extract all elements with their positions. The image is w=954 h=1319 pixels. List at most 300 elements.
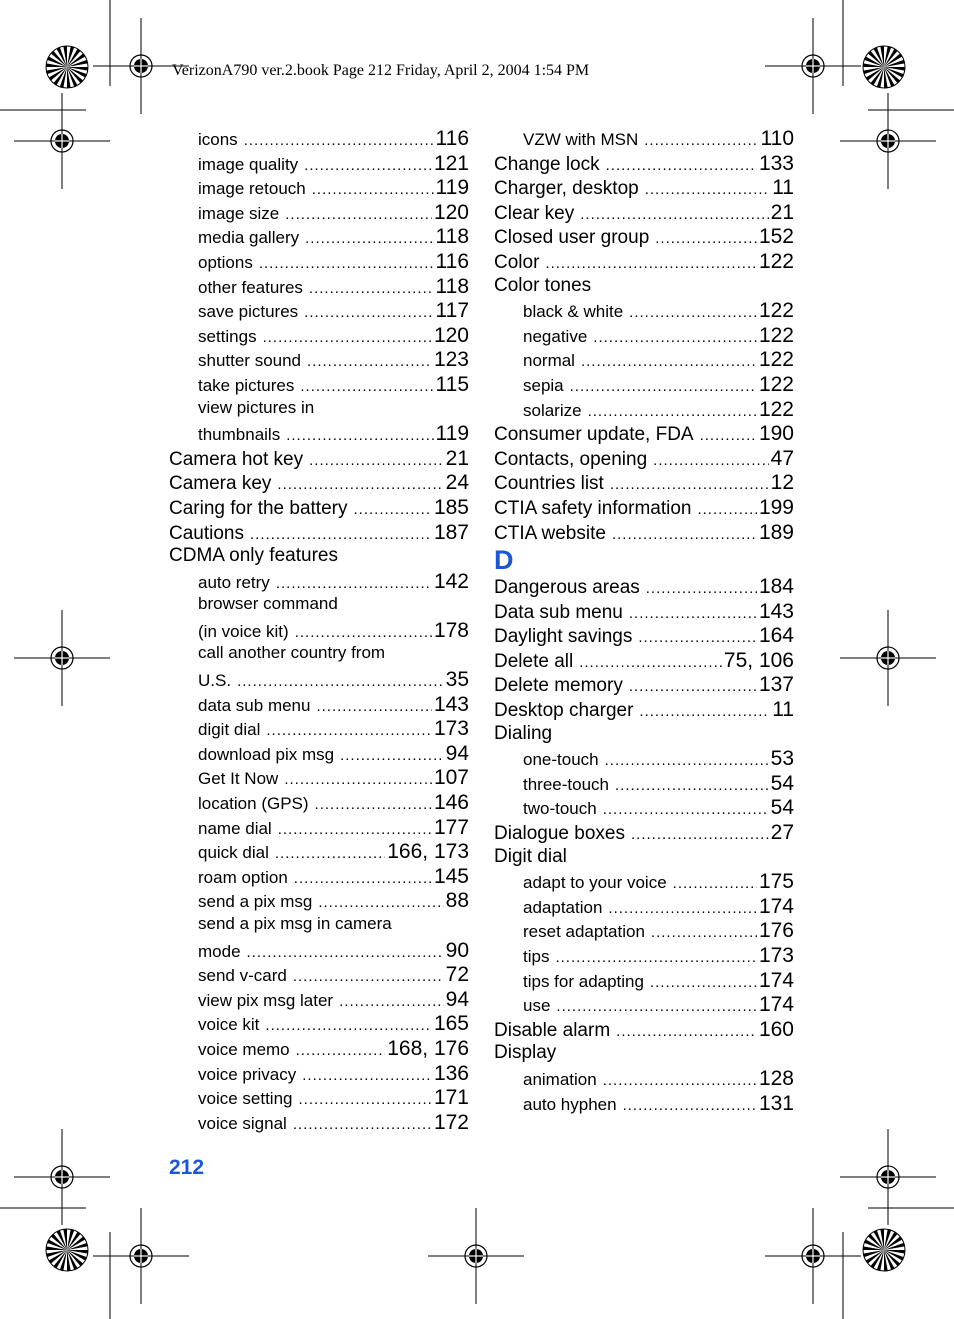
dot-leader [556,998,757,1015]
index-entry-label: U.S. [198,671,232,691]
index-entry-label: data sub menu [198,695,311,715]
index-entry [494,521,794,546]
index-entry-page: 131 [758,1091,794,1115]
index-entry [169,742,469,767]
dot-leader [570,378,757,395]
index-entry-page: 152 [758,225,794,249]
index-entry-page: 122 [758,397,794,421]
index-entry [494,772,794,797]
index-entry [169,889,469,914]
dot-leader [309,280,434,297]
index-entry [494,127,794,152]
index-entry [169,471,469,496]
dot-leader [353,501,431,518]
index-entry-label: digit dial [198,720,261,740]
index-entry-page: 53 [770,747,794,771]
dot-leader [651,924,757,941]
index-entry-page: 47 [770,446,794,470]
dot-leader [612,526,757,543]
index-entry-label: voice signal [198,1113,287,1133]
index-entry [169,570,469,595]
index-entry [169,914,469,939]
index-entry-label: view pictures in [198,397,315,417]
dot-leader [307,353,432,370]
index-entry-page: 165 [433,1012,469,1036]
index-entry-page: 120 [433,200,469,224]
index-entry-label: Contacts, opening [494,448,648,470]
index-entry-label: Charger, desktop [494,178,639,200]
index-entry-label: browser command [198,594,338,614]
dot-leader [304,304,433,321]
registration-mark-icon [840,1129,936,1225]
index-entry-page: 122 [758,372,794,396]
index-entry-page: 122 [758,323,794,347]
index-entry [494,919,794,944]
index-entry-page: 119 [435,176,469,200]
index-entry-label: image retouch [198,179,306,199]
index-entry-label: Disable alarm [494,1019,611,1041]
dot-leader [615,777,769,794]
dot-leader [555,949,756,966]
index-entry-label: (in voice kit) [198,621,289,641]
dot-leader [237,673,444,690]
index-entry [169,152,469,177]
dot-leader [616,1023,757,1040]
index-entry-label: CTIA safety information [494,497,692,519]
dot-leader [645,181,770,198]
index-entry-page: 75, 106 [723,648,794,672]
index-entry-page: 11 [772,176,794,200]
dot-leader [296,1042,386,1059]
dot-leader [293,968,444,985]
index-entry-page: 121 [433,151,469,175]
index-entry [494,821,794,846]
index-entry-label: CTIA website [494,522,606,544]
index-entry-label: other features [198,277,303,297]
dot-leader [315,796,432,813]
index-entry-page: 178 [433,618,469,642]
index-entry-label: Consumer update, FDA [494,424,694,446]
index-entry [494,471,794,496]
index-entry-label: Camera key [169,473,272,495]
dot-leader [284,771,432,788]
index-entry-label: adapt to your voice [523,873,667,893]
index-entry-page: 173 [433,717,469,741]
index-entry [494,698,794,723]
index-entry [169,816,469,841]
index-entry [169,398,469,423]
dot-leader [605,752,769,769]
index-entry [494,723,794,748]
page-number: 212 [169,1156,205,1179]
index-entry-page: 122 [758,299,794,323]
dot-leader [286,427,433,444]
dot-leader [610,476,769,493]
dot-leader [294,870,432,887]
index-entry [169,1086,469,1111]
index-entry [494,673,794,698]
dot-leader [655,230,757,247]
dot-leader [250,526,432,543]
index-entry-page: 94 [445,741,469,765]
index-entry-label: Closed user group [494,227,650,249]
dot-leader [639,703,770,720]
index-entry [169,324,469,349]
dot-leader [579,654,722,671]
index-entry-label: normal [523,351,575,371]
index-entry-label: Cautions [169,522,244,544]
dot-leader [629,605,757,622]
registration-mark-icon [93,1208,189,1304]
dot-leader [263,329,432,346]
index-entry [169,619,469,644]
index-entry [494,870,794,895]
index-entry [494,1018,794,1043]
star-target-icon [46,1229,88,1271]
dot-leader [603,1072,757,1089]
index-entry [494,600,794,625]
index-entry [169,717,469,742]
index-entry-page: 146 [433,791,469,815]
index-entry-page: 90 [445,938,469,962]
index-entry-page: 118 [435,225,469,249]
index-entry-label: take pictures [198,375,295,395]
index-entry [169,201,469,226]
dot-leader [265,1017,432,1034]
dot-leader [309,452,444,469]
index-entry-page: 189 [758,520,794,544]
index-entry [494,1042,794,1067]
index-entry-label: call another country from [198,643,386,663]
index-entry [169,275,469,300]
index-entry [494,299,794,324]
index-entry-page: 199 [758,495,794,519]
index-entry-page: 172 [433,1110,469,1134]
index-entry-label: Get It Now [198,769,279,789]
index-entry-label: Clear key [494,202,575,224]
index-entry-label: save pictures [198,302,299,322]
index-entry-page: 21 [445,446,469,470]
dot-leader [588,403,757,420]
index-entry [494,993,794,1018]
dot-leader [581,353,757,370]
index-entry-label: Countries list [494,473,604,495]
dot-leader [629,678,757,695]
index-entry [169,643,469,668]
dot-leader [629,304,757,321]
index-entry-label: Color [494,251,540,273]
index-column-left [169,127,469,1135]
index-entry-label: Delete all [494,650,574,672]
index-entry-label: mode [198,941,241,961]
index-entry-page: 143 [433,692,469,716]
index-entry-page: 12 [770,471,794,495]
index-entry [169,422,469,447]
index-entry-label: Dialing [494,722,553,744]
index-entry-page: 166, 173 [387,840,469,864]
dot-leader [580,206,768,223]
dot-leader [644,132,758,149]
index-entry-page: 160 [758,1017,794,1041]
index-entry-label: two-touch [523,799,597,819]
index-entry-page: 24 [445,471,469,495]
index-entry-page: 107 [433,766,469,790]
index-entry-label: quick dial [198,843,269,863]
dot-leader [673,875,757,892]
index-entry [494,846,794,871]
dot-leader [697,501,756,518]
index-entry [494,1092,794,1117]
index-entry [494,895,794,920]
index-entry [169,693,469,718]
dot-leader [275,845,385,862]
index-entry [169,447,469,472]
dot-leader [653,452,768,469]
index-entry-label: name dial [198,818,272,838]
index-entry [494,944,794,969]
index-entry-page: 35 [445,668,469,692]
index-entry-label: location (GPS) [198,794,309,814]
index-entry-page: 116 [435,127,469,150]
index-entry [494,324,794,349]
index-entry-page: 184 [758,575,794,599]
index-entry [494,398,794,423]
index-entry-label: one-touch [523,750,599,770]
index-entry [494,422,794,447]
index-entry [169,791,469,816]
index-entry [494,624,794,649]
index-entry [494,250,794,275]
index-entry-label: Delete memory [494,675,623,697]
index-entry [494,796,794,821]
index-entry-label: voice kit [198,1015,260,1035]
index-entry-page: 176 [758,919,794,943]
index-entry-label: thumbnails [198,425,281,445]
index-entry-page: 94 [445,987,469,1011]
index-entry-label: view pix msg later [198,990,334,1010]
registration-mark-icon [14,93,110,189]
index-entry-page: 128 [758,1066,794,1090]
index-entry [169,939,469,964]
index-entry-page: 122 [758,348,794,372]
index-entry-page: 21 [770,200,794,224]
index-entry-label: voice setting [198,1089,293,1109]
dot-leader [606,157,757,174]
index-entry-label: Camera hot key [169,448,304,470]
index-entry-page: 177 [433,815,469,839]
index-section-letter: D [494,545,514,576]
index-entry-label: tips for adapting [523,971,644,991]
index-entry-label: Display [494,1042,557,1064]
index-entry-label: adaptation [523,897,603,917]
index-entry-label: animation [523,1069,597,1089]
dot-leader [295,624,432,641]
index-entry-label: image quality [198,154,299,174]
index-entry-label: options [198,252,253,272]
dot-leader [247,944,444,961]
star-target-icon [863,46,905,88]
index-entry-label: Change lock [494,153,600,175]
index-entry [169,176,469,201]
index-entry-label: Desktop charger [494,700,634,722]
dot-leader [266,722,432,739]
index-entry-page: 120 [433,323,469,347]
index-entry [169,545,469,570]
index-entry-page: 137 [758,673,794,697]
index-entry [169,668,469,693]
index-entry [169,521,469,546]
index-entry [169,988,469,1013]
registration-mark-icon [840,93,936,189]
index-entry-label: Dangerous areas [494,577,640,599]
index-entry-page: 72 [445,963,469,987]
index-entry-label: send a pix msg in camera [198,914,392,933]
index-entry-label: voice memo [198,1039,290,1059]
dot-leader [276,575,432,592]
index-entry-label: black & white [523,302,624,322]
index-entry [169,963,469,988]
index-entry-label: download pix msg [198,744,335,764]
index-entry-label: three-touch [523,774,609,794]
index-entry [494,747,794,772]
dot-leader [608,900,757,917]
index-entry [169,1037,469,1062]
index-entry-page: 110 [760,127,794,150]
index-column-right [494,127,794,1116]
index-entry-page: 122 [758,249,794,273]
index-entry [494,447,794,472]
index-entry-label: Digit dial [494,845,567,867]
index-entry-page: 175 [758,870,794,894]
dot-leader [340,747,444,764]
index-entry [494,201,794,226]
index-entry-page: 133 [758,151,794,175]
index-entry [494,275,794,300]
index-entry-label: reset adaptation [523,922,645,942]
index-entry-page: 117 [435,299,469,323]
index-entry-label: CDMA only features [169,545,338,567]
dot-leader [259,255,434,272]
index-entry-label: image size [198,203,280,223]
index-entry-label: send v-card [198,966,287,986]
index-entry [494,373,794,398]
index-entry-label: auto hyphen [523,1094,617,1114]
index-entry-label: settings [198,326,257,346]
index-entry-label: VZW with MSN [523,130,639,149]
star-target-icon [863,1229,905,1271]
registration-mark-icon [428,1208,524,1304]
dot-leader [700,427,757,444]
index-entry-label: tips [523,947,550,966]
dot-leader [339,993,444,1010]
index-entry [494,348,794,373]
index-entry [494,496,794,521]
index-entry [169,1012,469,1037]
index-entry-page: 123 [433,348,469,372]
index-entry-label: solarize [523,400,582,420]
dot-leader [277,476,443,493]
index-entry [494,649,794,674]
dot-leader [318,894,443,911]
registration-mark-icon [765,1208,861,1304]
index-entry [169,1062,469,1087]
dot-leader [650,974,757,991]
index-entry-page: 174 [758,993,794,1017]
index-entry-page: 136 [433,1061,469,1085]
index-entry [169,496,469,521]
dot-leader [244,132,434,149]
dot-leader [304,157,432,174]
index-entry [169,127,469,152]
index-entry [169,865,469,890]
index-entry-page: 142 [433,569,469,593]
index-entry-label: shutter sound [198,351,302,371]
print-header: VerizonA790 ver.2.book Page 212 Friday, April 2, 2004 1:54 PM [172,62,590,79]
index-entry-label: negative [523,326,588,346]
dot-leader [312,181,434,198]
dot-leader [545,255,757,272]
index-entry-label: Color tones [494,274,592,296]
index-entry [169,1111,469,1136]
index-entry-page: 190 [758,422,794,446]
index-entry-page: 11 [772,698,794,722]
index-entry-page: 173 [758,944,794,967]
index-entry-page: 88 [445,889,469,913]
index-entry-page: 143 [758,599,794,623]
index-entry [494,176,794,201]
dot-leader [603,801,769,818]
index-entry [494,969,794,994]
index-entry [494,225,794,250]
dot-leader [293,1116,432,1133]
index-entry [169,225,469,250]
index-entry-page: 174 [758,894,794,918]
index-entry [494,1067,794,1092]
dot-leader [623,1097,757,1114]
index-entry-page: 168, 176 [387,1036,469,1060]
index-entry-page: 115 [435,372,469,396]
index-entry [494,575,794,600]
index-entry-page: 185 [433,495,469,519]
dot-leader [316,698,431,715]
index-entry-page: 174 [758,968,794,992]
index-entry-page: 27 [770,821,794,845]
index-entry [494,152,794,177]
registration-mark-icon [765,18,861,114]
dot-leader [638,629,757,646]
index-entry-page: 54 [770,771,794,795]
index-entry [169,250,469,275]
index-entry-page: 119 [435,422,469,446]
dot-leader [300,378,433,395]
index-entry-label: roam option [198,867,288,887]
index-entry [169,373,469,398]
dot-leader [646,580,757,597]
star-target-icon [46,46,88,88]
index-entry-page: 116 [435,249,469,273]
index-entry [169,348,469,373]
registration-mark-icon [840,610,936,706]
dot-leader [305,230,433,247]
dot-leader [302,1067,432,1084]
registration-mark-icon [14,1129,110,1225]
index-entry-page: 171 [433,1086,469,1110]
index-entry [169,766,469,791]
index-entry-label: sepia [523,375,564,395]
dot-leader [278,821,432,838]
dot-leader [299,1091,432,1108]
index-entry-label: send a pix msg [198,892,313,912]
